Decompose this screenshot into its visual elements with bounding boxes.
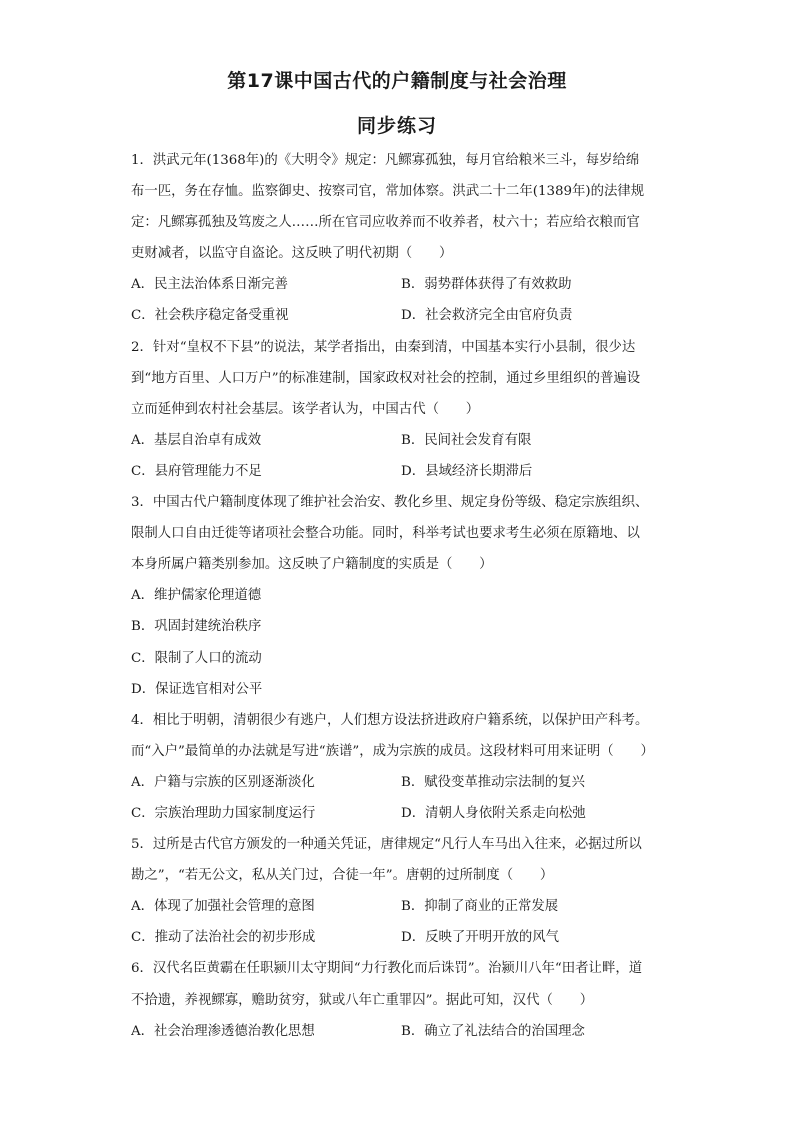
option-row bbox=[131, 456, 671, 487]
question-6 bbox=[131, 953, 671, 1046]
question-text-line: 2．针对“皇权不下县”的说法，某学者指出，由秦到清，中国基本实行小县制，很少达 bbox=[131, 339, 636, 355]
option-a[interactable]: A．基层自治卓有成效 bbox=[131, 432, 262, 448]
question-text-line: 1．洪武元年(1368年)的《大明令》规定：凡鳏寡孤独，每月官给粮米三斗，每岁给绵 bbox=[131, 153, 640, 168]
page-subtitle: 同步练习 bbox=[356, 115, 437, 137]
question-text-line: 不拾遗，养视鳏寡，赡助贫穷，狱或八年亡重罪囚”。据此可知，汉代（ ） bbox=[131, 992, 594, 1008]
question-list bbox=[131, 145, 671, 1047]
option-b[interactable]: B．抑制了商业的正常发展 bbox=[401, 899, 559, 915]
option-a[interactable]: A．维护儒家伦理道德 bbox=[131, 588, 262, 604]
question-1 bbox=[131, 145, 671, 332]
question-text-line: 6．汉代名臣黄霸在任职颍川太守期间“力行教化而后诛罚”。治颍川八年“田者让畔，道 bbox=[131, 961, 643, 977]
question-5 bbox=[131, 829, 671, 953]
question-3 bbox=[131, 487, 671, 705]
option-row bbox=[131, 767, 671, 798]
option-b[interactable]: B．确立了礼法结合的治国理念 bbox=[401, 1023, 585, 1039]
option-d[interactable]: D．县域经济长期滞后 bbox=[401, 463, 533, 479]
option-row bbox=[131, 798, 671, 829]
question-text-line: 勘之”，“若无公文，私从关门过，合徒一年”。唐朝的过所制度（ ） bbox=[131, 868, 554, 884]
question-text-line: 3．中国古代户籍制度体现了维护社会治安、教化乡里、规定身份等级、稳定宗族组织、 bbox=[131, 495, 649, 511]
question-text-line: 定：凡鳏寡孤独及笃废之人……所在官司应收养而不收养者，杖六十；若应给衣粮而官 bbox=[131, 215, 640, 231]
option-d[interactable]: D．清朝人身依附关系走向松弛 bbox=[401, 805, 586, 821]
option-d[interactable]: D．保证选官相对公平 bbox=[131, 681, 263, 697]
option-row bbox=[131, 300, 671, 331]
question-text-line: 限制人口自由迁徙等诸项社会整合功能。同时，科举考试也要求考生必须在原籍地、以 bbox=[131, 526, 640, 542]
question-text-line: 4．相比于明朝，清朝很少有逃户，人们想方设法挤进政府户籍系统，以保护田产科考。 bbox=[131, 712, 649, 728]
option-a[interactable]: A．户籍与宗族的区别逐渐淡化 bbox=[131, 774, 315, 790]
option-a[interactable]: A．体现了加强社会管理的意图 bbox=[131, 899, 315, 915]
option-row bbox=[131, 1016, 671, 1047]
option-c[interactable]: C．推动了法治社会的初步形成 bbox=[131, 930, 316, 946]
option-b[interactable]: B．巩固封建统治秩序 bbox=[131, 619, 262, 635]
option-b[interactable]: B．民间社会发育有限 bbox=[401, 432, 532, 448]
question-4 bbox=[131, 705, 671, 829]
option-d[interactable]: D．社会救济完全由官府负责 bbox=[401, 308, 573, 324]
page-title: 第17课中国古代的户籍制度与社会治理 bbox=[227, 70, 567, 92]
option-b[interactable]: B．赋役变革推动宗法制的复兴 bbox=[401, 774, 585, 790]
option-row bbox=[131, 269, 671, 300]
option-c[interactable]: C．社会秩序稳定备受重视 bbox=[131, 308, 289, 324]
option-c[interactable]: C．宗族治理助力国家制度运行 bbox=[131, 805, 316, 821]
question-text-line: 而“入户”最简单的办法就是写进“族谱”，成为宗族的成员。这段材料可用来证明（ ） bbox=[131, 743, 654, 759]
question-text-line: 吏财减者，以监守自盗论。这反映了明代初期（ ） bbox=[131, 246, 453, 262]
option-row bbox=[131, 922, 671, 953]
option-row bbox=[131, 425, 671, 456]
question-text-line: 布一匹，务在存恤。监察御史、按察司官，常加体察。洪武二十二年(1389年)的法律规 bbox=[131, 184, 645, 200]
option-a[interactable]: A．民主法治体系日渐完善 bbox=[131, 277, 288, 293]
question-2 bbox=[131, 332, 671, 487]
question-text-line: 本身所属户籍类别参加。这反映了户籍制度的实质是（ ） bbox=[131, 557, 493, 573]
question-text-line: 到“地方百里、人口万户”的标准建制，国家政权对社会的控制，通过乡里组织的普遍设 bbox=[131, 370, 641, 386]
option-b[interactable]: B．弱势群体获得了有效救助 bbox=[401, 277, 572, 293]
option-row bbox=[131, 891, 671, 922]
option-d[interactable]: D．反映了开明开放的风气 bbox=[401, 930, 560, 946]
option-c[interactable]: C．限制了人口的流动 bbox=[131, 650, 262, 666]
option-a[interactable]: A．社会治理渗透德治教化思想 bbox=[131, 1023, 315, 1039]
option-c[interactable]: C．县府管理能力不足 bbox=[131, 463, 262, 479]
question-text-line: 立而延伸到农村社会基层。该学者认为，中国古代（ ） bbox=[131, 401, 480, 417]
question-text-line: 5．过所是古代官方颁发的一种通关凭证，唐律规定“凡行人车马出入往来，必据过所以 bbox=[131, 837, 642, 853]
